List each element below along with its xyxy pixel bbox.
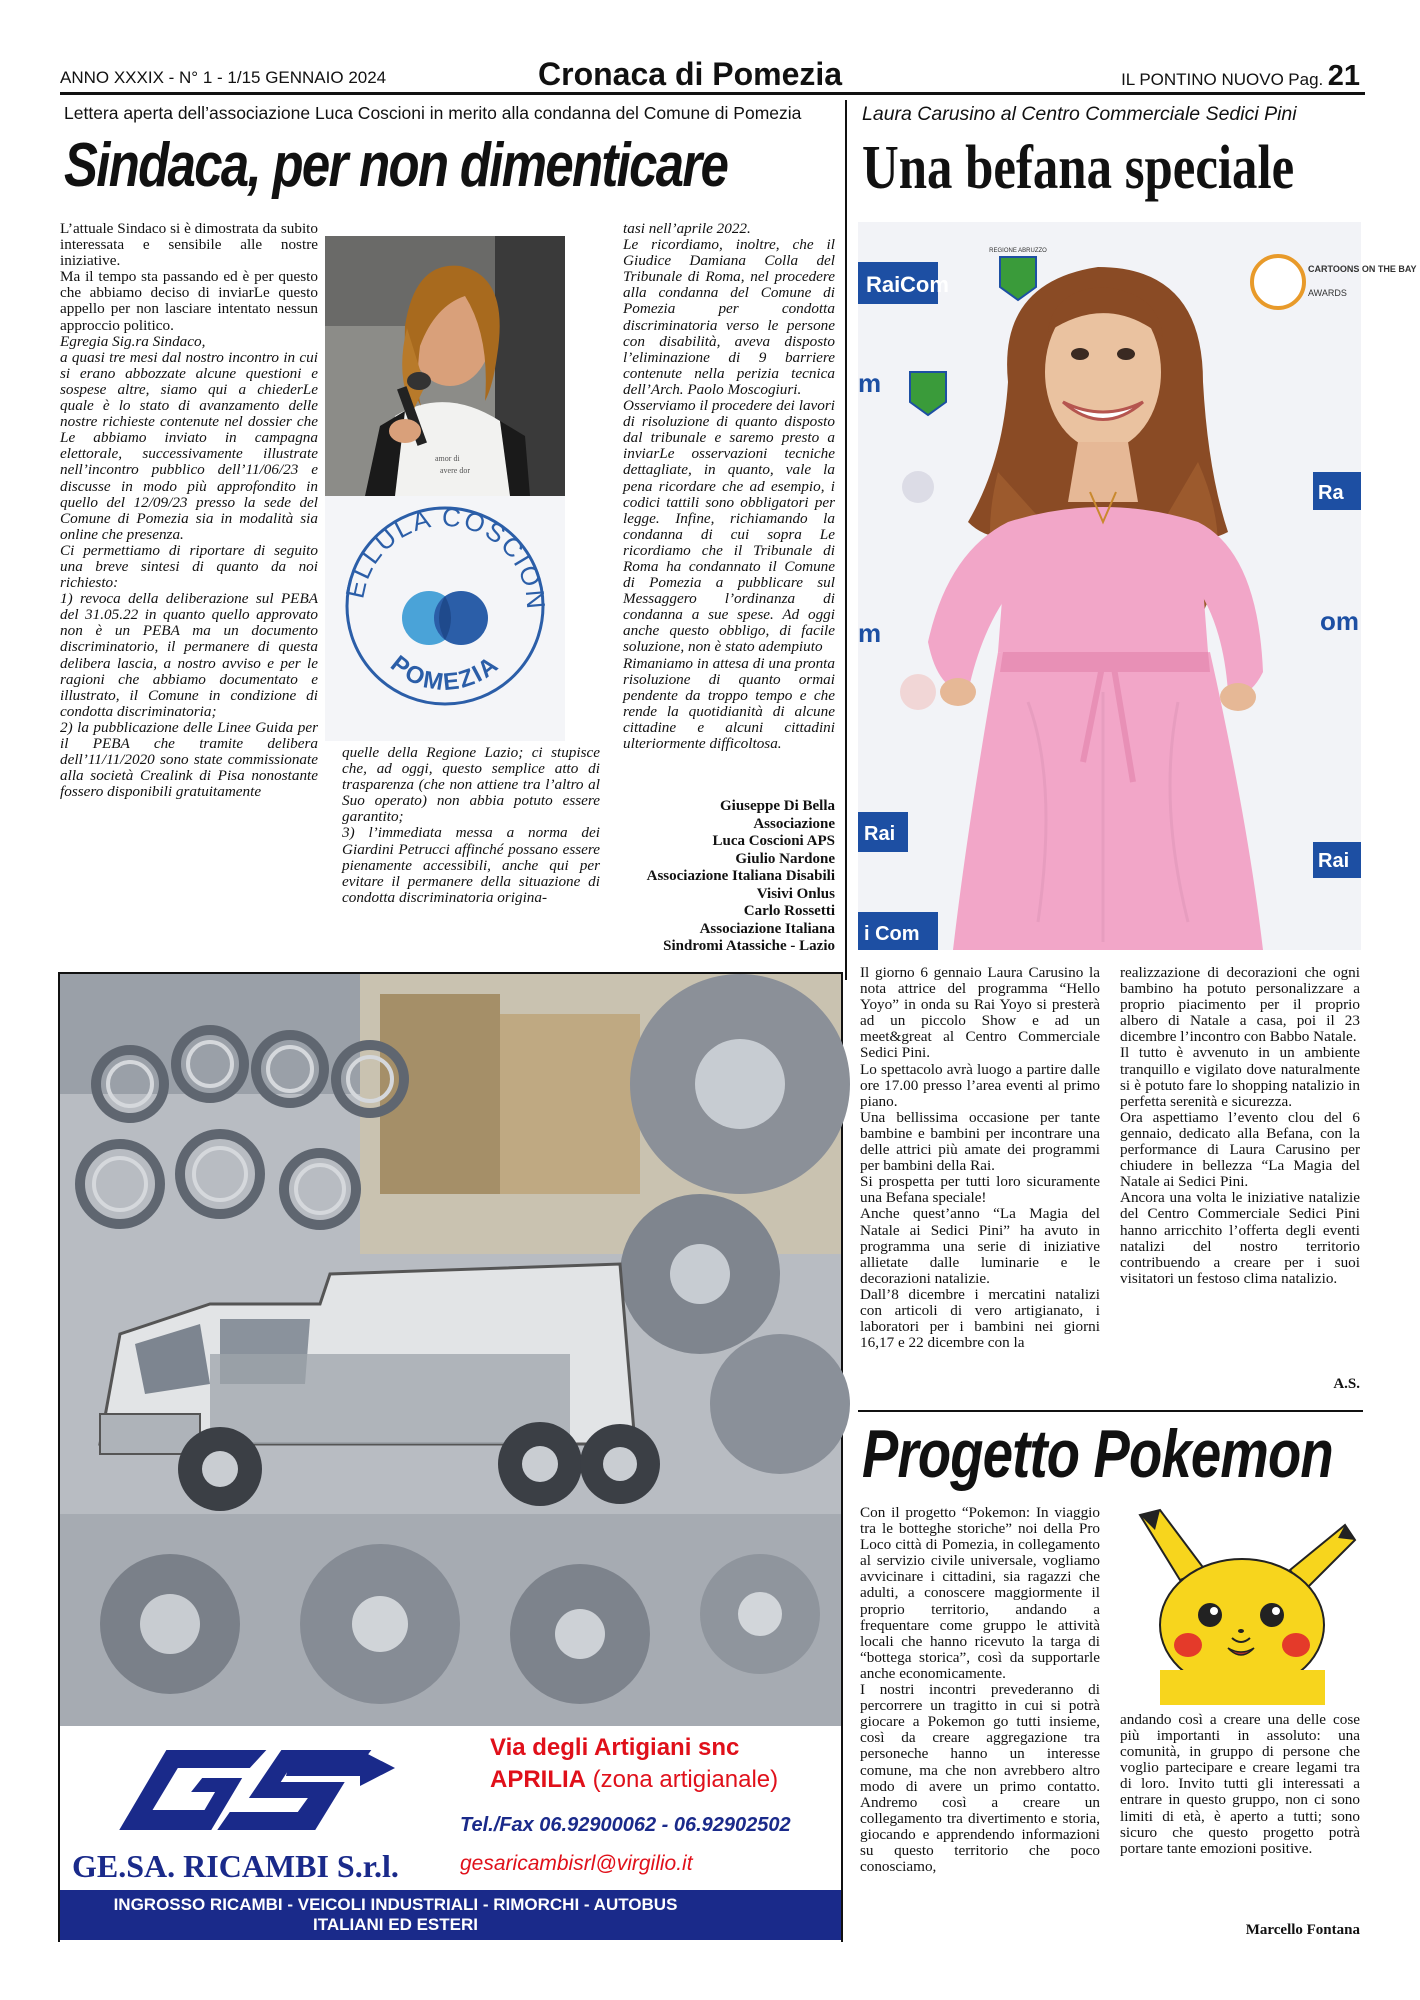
svg-text:om: om (1320, 606, 1359, 636)
right-kicker: Laura Carusino al Centro Commerciale Sedici Pini (862, 103, 1297, 125)
issue-info: ANNO XXXIX - N° 1 - 1/15 GENNAIO 2024 (60, 68, 387, 87)
signature-line: Associazione Italiana (699, 920, 835, 937)
advert-panel (60, 1726, 841, 1942)
left-headline: Sindaca, per non dimenticare (64, 131, 728, 200)
right-headline: Una befana speciale (862, 134, 1295, 202)
left-kicker: Lettera aperta dell’associazione Luca Coscioni in merito alla condanna del Comune di Pomezia (64, 103, 802, 123)
paper-name: IL PONTINO NUOVO (1121, 70, 1284, 89)
pikachu-illustration (1120, 1500, 1360, 1705)
signature-line: Sindromi Atassiche - Lazio (663, 938, 835, 954)
page-label: Pag. (1288, 70, 1324, 89)
column-divider (845, 100, 847, 980)
section-rule (858, 1410, 1363, 1412)
page-info (1121, 60, 1360, 93)
coscioni-photo (325, 236, 565, 741)
masthead-rule (60, 92, 1365, 95)
pokemon-headline: Progetto Pokemon (862, 1416, 1333, 1492)
signature-line: Associazione (753, 815, 835, 832)
left-col-1 (60, 221, 318, 966)
svg-text:Rai: Rai (1318, 850, 1350, 872)
raicom-logo-text: Com (900, 272, 949, 297)
letter-text: Egregia Sig.ra Sindaco, a quasi tre mesi dal nostro incontro in cui si erano abbozzate alcune questioni e sospese altre, siamo qui a chiederLe quale è lo stato di avanzamento delle nostre richieste contenute nel dossier che Le abbiamo inviato in campagna elettorale, successivamente illustrate nell’incontro pubblico dell’11/06/23 e discusse in modo più approfondito in quello del 12/09/23 presso la sede del Comune di Pomezia sia in modalità sia online che presenza. Ci permettiamo di riportare di seguito una breve sintesi di quanto da noi richiesto: 1) revoca della deliberazione sul PEBA del 31.05.22 in quanto quello approvato non è un PEBA ma un documento discriminatorio, il permanere di questa delibera lascia, a nostro avviso e per le ragioni che abbiamo documentato e illustrato, il Comune in condizione di condotta discriminatoria; 2) la pubblicazione delle Linee Guida per il PEBA che tramite delibera dell’11/11/2020 sono state commissionate alla società Crealink di Pisa nonostante fossero disponibili gratuitamente (60, 332, 318, 801)
awards-logo-text: AWARDS (1308, 288, 1347, 298)
svg-text:m: m (858, 618, 882, 648)
rai-logo-text: Rai (866, 272, 901, 297)
befana-text-2: realizzazione di decorazioni che ogni bambino ha potuto personalizzare a proprio piacimento per il proprio albero di Natale a casa, poi il 23 dicembre l’incontro con Babbo Natale. Il tutto è avvenuto in un ambiente tranquillo e vigilato dove naturalmente si è potuto fare lo shopping natalizio in perfetta serenità e sicurezza. Ora aspettiamo l’evento clou del 6 gennaio, dedicato alla Befana, con la performance di Laura Carusino per chiudere in bellezza “La Magia del Natale ai Sedici Pini. Ancora una volta le iniziative natalizie del Centro Commerciale Sedici Pini hanno arricchito l’offerta degli eventi natalizi del nostro territorio contribuendo a creare per i suoi visitatori un festoso clima natalizio. (1120, 964, 1360, 1287)
letter-final: tasi nell’aprile 2022. Le ricordiamo, inoltre, che il Giudice Damiana Colla del Tribunale di Roma, nel procedere alla condanna del Comune di Pomezia per condotta discriminatoria verso le persone con disabilità, aveva disposto l’eliminazione di 9 barriere contenute nella perizia tecnica dell’Arch. Paolo Moscogiuri. Osserviamo il procedere dei lavori di risoluzione di quanto disposto dal tribunale e saremo presto a inviarLe osservazioni tecniche dettagliate, in quanto, vale la pena ricordare che ad esempio, i codici tattili sono obbligatori per legge. Infine, richiamando la condanna di cui sopra Le ricordiamo che il Tribunale di Roma ha condannato il Comune di Pomezia a pubblicare sul Messaggero l’ordinanza di condanna a sue spese. Ad oggi anche questo obbligo, di facile soluzione, non è stato adempiuto Rimaniamo in attesa di una pronta risoluzione di quanto ormai pendente da troppo tempo e che rende la quotidianità di alcune cittadine e alcuni cittadini ulteriormente difficoltosa. (623, 220, 835, 752)
intro-text: L’attuale Sindaco si è dimostrata da subito interessata e sensibile alle nostre iniziative. Ma il tempo sta passando ed è per questo che abbiamo deciso di inviarLe questo appello per non lasciare intentato nessun approccio politico. (60, 220, 318, 334)
svg-text:Rai: Rai (864, 823, 896, 845)
ad-email[interactable]: gesaricambisrl@virgilio.it (460, 1852, 693, 1875)
pokemon-text-2: andando così a creare una delle cose più importanti in assoluto: una comunità, in gruppo di persone che voglio partecipare e creare legami tra di loro. Invito tutti gli interessati a entrare in questo gruppo, non ci sono limiti di età, è aperto a tutti; sono sicuro che questo progetto potrà portare tante emozioni positive. (1120, 1711, 1360, 1857)
region-logo-text: REGIONE ABRUZZO (989, 248, 1047, 254)
left-col-2 (342, 745, 600, 970)
masthead (60, 56, 1360, 92)
signature-line: Visivi Onlus (756, 885, 835, 902)
signature-line: Giuseppe Di Bella (719, 798, 835, 814)
advert (58, 972, 843, 1942)
pokemon-col-2 (1120, 1712, 1360, 1922)
ad-city-line (490, 1766, 778, 1794)
pokemon-signature: Marcello Fontana (1245, 1922, 1360, 1938)
signature-line: Luca Coscioni APS (712, 833, 835, 849)
signature-line: Associazione Italiana Disabili (646, 868, 835, 884)
svg-text:amor di avere dor: amor di avere dor (435, 454, 470, 475)
gs-logo (110, 1727, 400, 1845)
parts-collage (60, 974, 841, 1726)
ad-phone: Tel./Fax 06.92900062 - 06.92902502 (460, 1814, 791, 1836)
ad-zone: (zona artigianale) (592, 1766, 779, 1793)
carusino-photo (858, 222, 1417, 950)
pokemon-col-1 (860, 1505, 1100, 1945)
actress-illustration (858, 222, 1417, 950)
company-name: GE.SA. RICAMBI S.r.l. (72, 1848, 399, 1884)
pikachu-image (1120, 1500, 1360, 1705)
signature-block (585, 798, 835, 956)
right-col-2 (1120, 965, 1360, 1375)
ad-banner (60, 1890, 841, 1940)
left-col-3 (623, 221, 835, 796)
logo-text: GS (110, 1727, 131, 1744)
banner-bottom-text: POMEZIA (385, 650, 505, 697)
svg-text:Ra: Ra (1318, 482, 1344, 504)
banner-top-text: ELLULA COSCION (339, 501, 552, 612)
page-number: 21 (1327, 60, 1360, 92)
ad-street: Via degli Artigiani snc (490, 1734, 740, 1761)
signature-line: Carlo Rossetti (743, 903, 835, 919)
svg-text:i Com: i Com (864, 923, 920, 945)
svg-text:m: m (858, 368, 882, 398)
letter-continued: quelle della Regione Lazio; ci stupisce che, ad oggi, questo semplice atto di trasparenza (che non attiene tra l’altro al Suo operato) non abbia potuto essere garantito; 3) l’immediata messa a norma dei Giardini Petrucci affinché possano essere pienamente accessibili, anche qui per evitare il permanere della situazione di condotta discriminatoria origina- (342, 744, 600, 906)
befana-signature: A.S. (1333, 1376, 1360, 1392)
speaker-illustration (325, 236, 565, 741)
ad-city: APRILIA (490, 1766, 586, 1793)
right-col-1 (860, 965, 1100, 1410)
befana-text-1: Il giorno 6 gennaio Laura Carusino la nota attrice del programma “Hello Yoyo” in onda su Rai Yoyo si presterà ad un piccolo Show e ad un meet&great al Centro Commerciale Sedici Pini. Lo spettacolo avrà luogo a partire dalle ore 17.00 presso l’area eventi al primo piano. Una bellissima occasione per tante bambine e bambini per incontrare una delle attrici più amate dei programmi per bambini della Rai. Si prospetta per tutti loro sicuramente una Befana speciale! Anche quest’anno “La Magia del Natale ai Sedici Pini” ha avuto in programma una serie di iniziative allietate dalle luminarie e le decorazioni natalizie. Dall’8 dicembre i mercatini natalizi con articoli di vero artigianato, i laboratori per i bambini nei giorni 16,17 e 22 dicembre con la (860, 964, 1100, 1352)
cartoons-logo-text: CARTOONS ON THE BAY (1308, 264, 1417, 274)
pokemon-text-1: Con il progetto “Pokemon: In viaggio tra le botteghe storiche” noi della Pro Loco città di Pomezia, in collegamento al servizio civile universale, vogliamo avvicinare i cittadini, sia ragazzi che adulti, a conoscere maggiormente il proprio territorio, andando a frequentare come gruppo le attività locali che hanno ricevuto la targa di “bottega storica”, così da supportarle anche economicamente. I nostri incontri prevederanno di percorrere un tragitto in cui si potrà giocare a Pokemon go tutti insieme, così da creare aggregazione tra personeche hanno un interesse comune, ma che non avrebbero altro modo di avere un primo contatto. Andremo così a creare un collegamento tra divertimento e storia, giocando e apprendendo informazioni su questo territorio che poco conosciamo, (860, 1504, 1100, 1876)
section-title: Cronaca di Pomezia (538, 56, 843, 92)
signature-line: Giulio Nardone (735, 850, 835, 867)
ad-banner-text: INGROSSO RICAMBI - VEICOLI INDUSTRIALI - RIMORCHI - AUTOBUS ITALIANI ED ESTERI (113, 1895, 678, 1934)
